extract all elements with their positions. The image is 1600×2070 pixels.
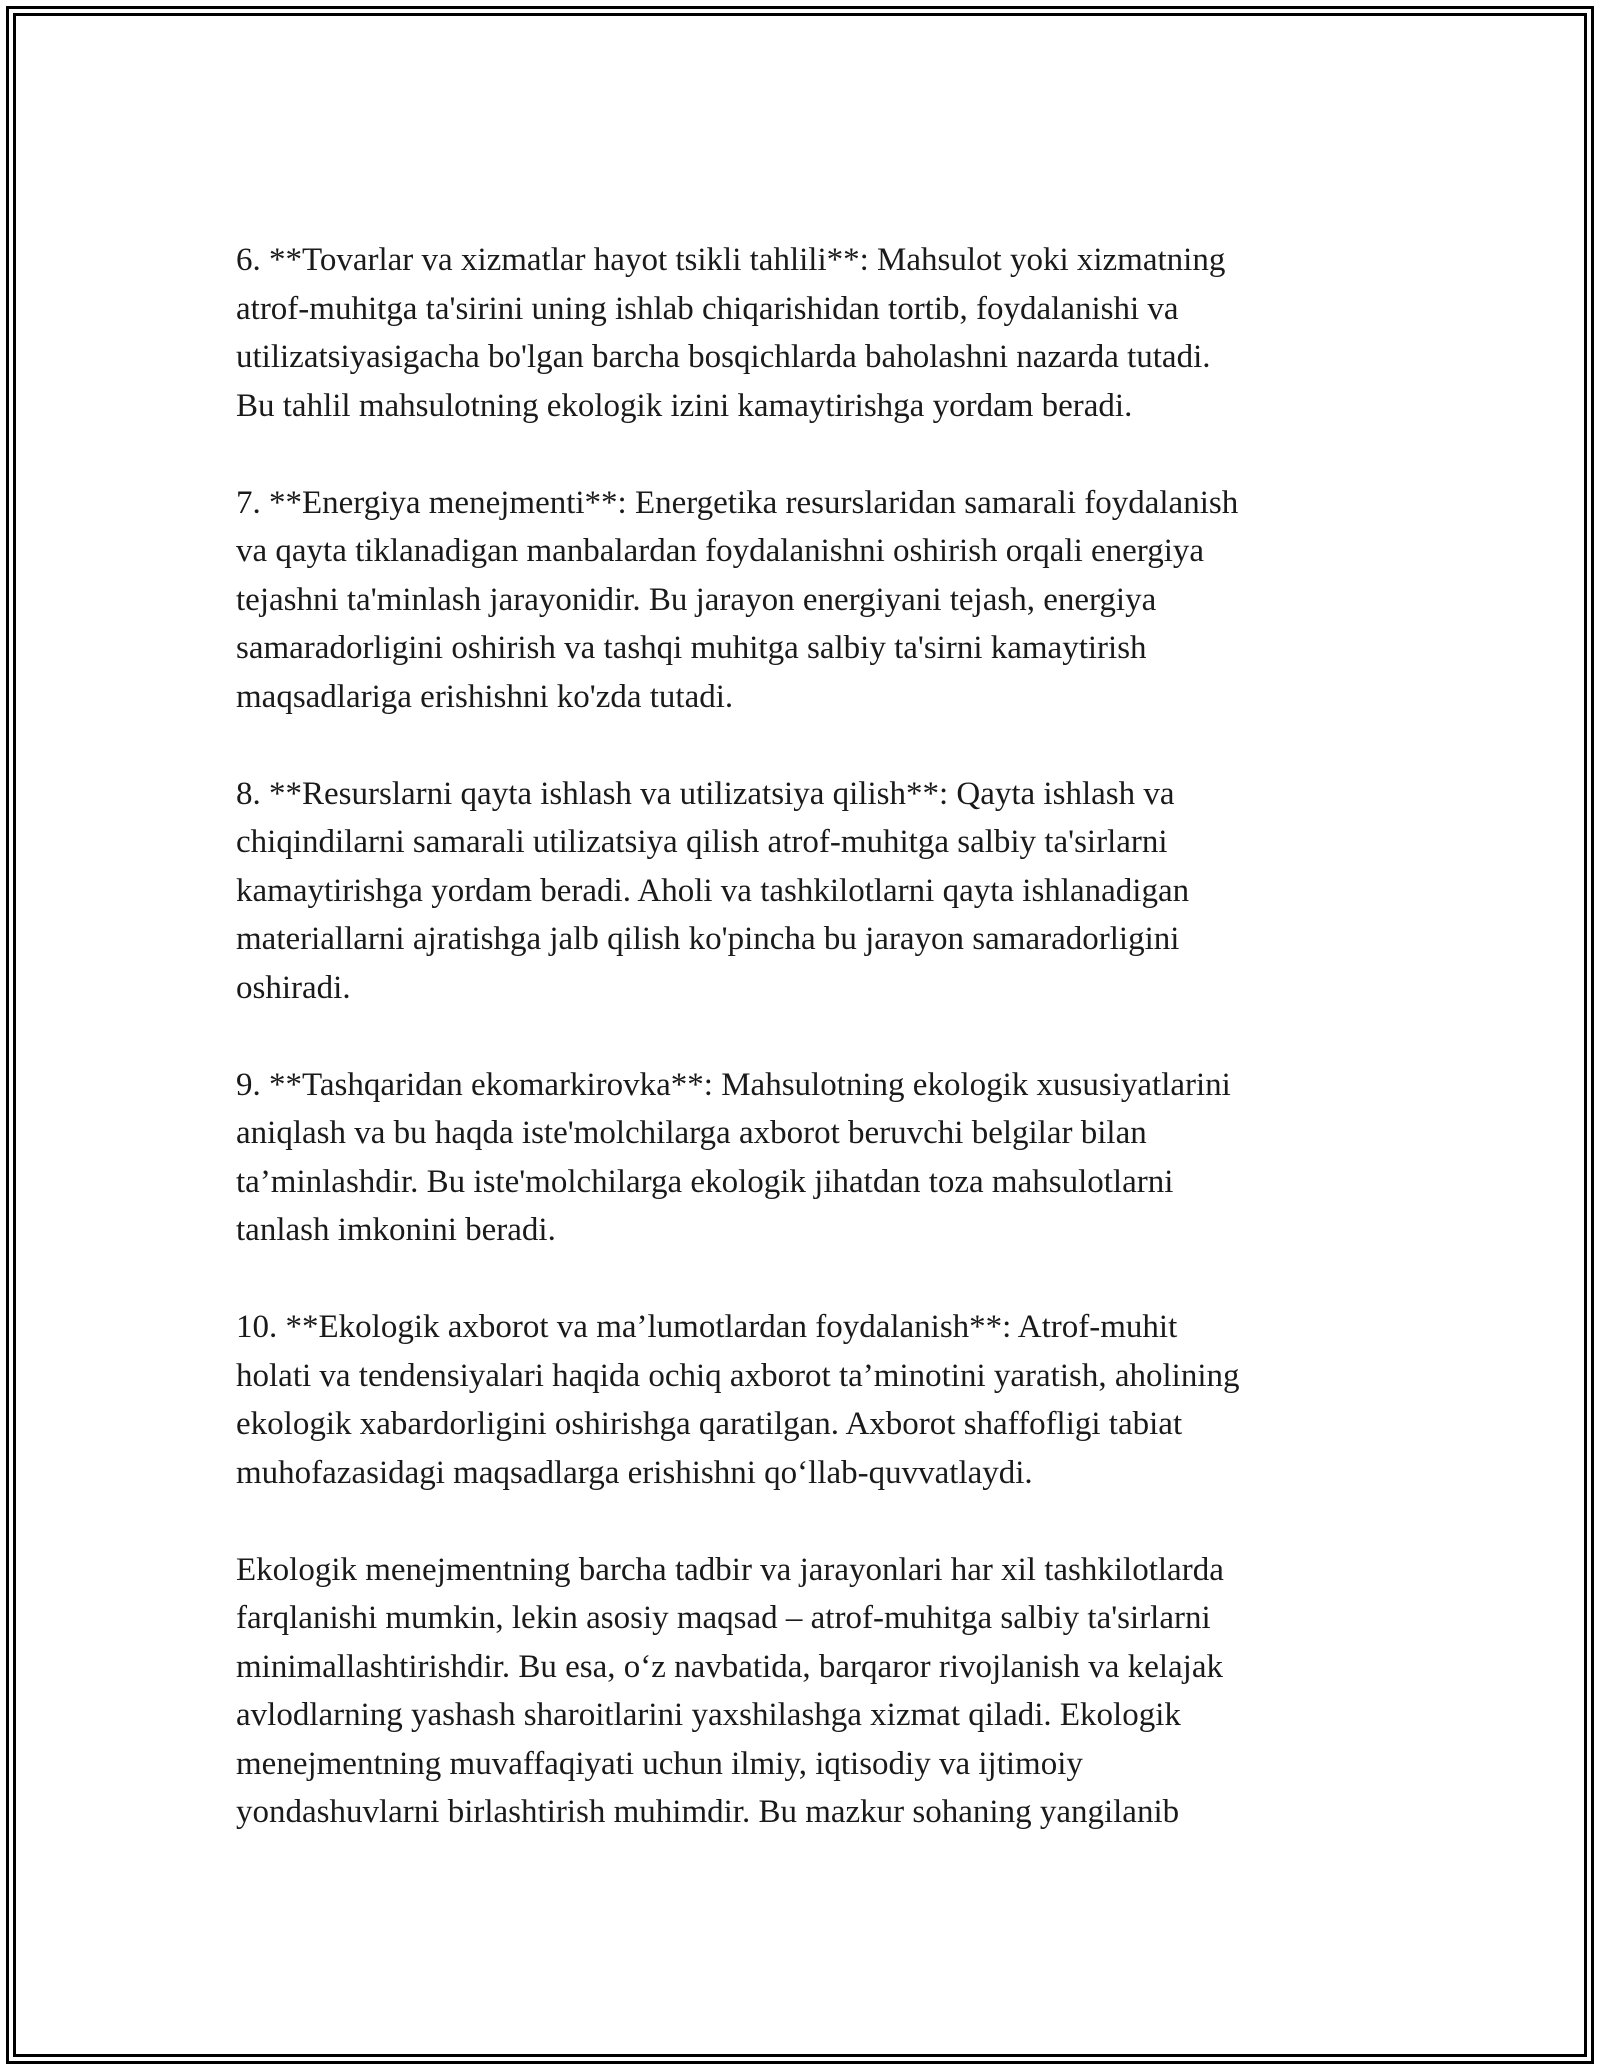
paragraph-item-9: 9. **Tashqaridan ekomarkirovka**: Mahsulotning ekologik xususiyatlarini aniqlash va bu haqda iste'molchilarga axborot beruvchi belgilar bilan ta’minlashdir. Bu iste'molchilarga ekologik jihatdan toza mahsulotlarni tanlash imkonini beradi. — [236, 1066, 1231, 1248]
paragraph-item-6: 6. **Tovarlar va xizmatlar hayot tsikli tahlili**: Mahsulot yoki xizmatning atrof-muhitga ta'sirini uning ishlab chiqarishidan tortib, foydalanishi va utilizatsiyasigacha bo'lgan barcha bosqichlarda baholashni nazarda tutadi. Bu tahlil mahsulotning ekologik izini kamaytirishga yordam beradi. — [236, 242, 1226, 424]
paragraph-item-10: 10. **Ekologik axborot va ma’lumotlardan foydalanish**: Atrof-muhit holati va tendensiyalari haqida ochiq axborot ta’minotini yaratish, aholining ekologik xabardorligini oshirishga qaratilgan. Axborot shaffofligi tabiat muhofazasidagi maqsadlarga erishishni qo‘llab-quvvatlaydi. — [236, 1309, 1240, 1491]
paragraph-item-7: 7. **Energiya menejmenti**: Energetika resurslaridan samarali foydalanish va qayta tiklanadigan manbalardan foydalanishni oshirish orqali energiya tejashni ta'minlash jarayonidir. Bu jarayon energiyani tejash, energiya samaradorligini oshirish va tashqi muhitga salbiy ta'sirni kamaytirish maqsadlariga erishishni ko'zda tutadi. — [236, 484, 1239, 715]
document-body — [236, 236, 1366, 1837]
paragraph-conclusion: Ekologik menejmentning barcha tadbir va jarayonlari har xil tashkilotlarda farqlanishi mumkin, lekin asosiy maqsad – atrof-muhitga salbiy ta'sirlarni minimallashtirishdir. Bu esa, o‘z navbatida, barqaror rivojlanish va kelajak avlodlarning yashash sharoitlarini yaxshilashga xizmat qiladi. Ekologik menejmentning muvaffaqiyati uchun ilmiy, iqtisodiy va ijtimoiy yondashuvlarni birlashtirish muhimdir. Bu mazkur sohaning yangilanib — [236, 1551, 1224, 1830]
paragraph-item-8: 8. **Resurslarni qayta ishlash va utilizatsiya qilish**: Qayta ishlash va chiqindilarni samarali utilizatsiya qilish atrof-muhitga salbiy ta'sirlarni kamaytirishga yordam beradi. Aholi va tashkilotlarni qayta ishlanadigan materiallarni ajratishga jalb qilish ko'pincha bu jarayon samaradorligini oshiradi. — [236, 775, 1190, 1006]
